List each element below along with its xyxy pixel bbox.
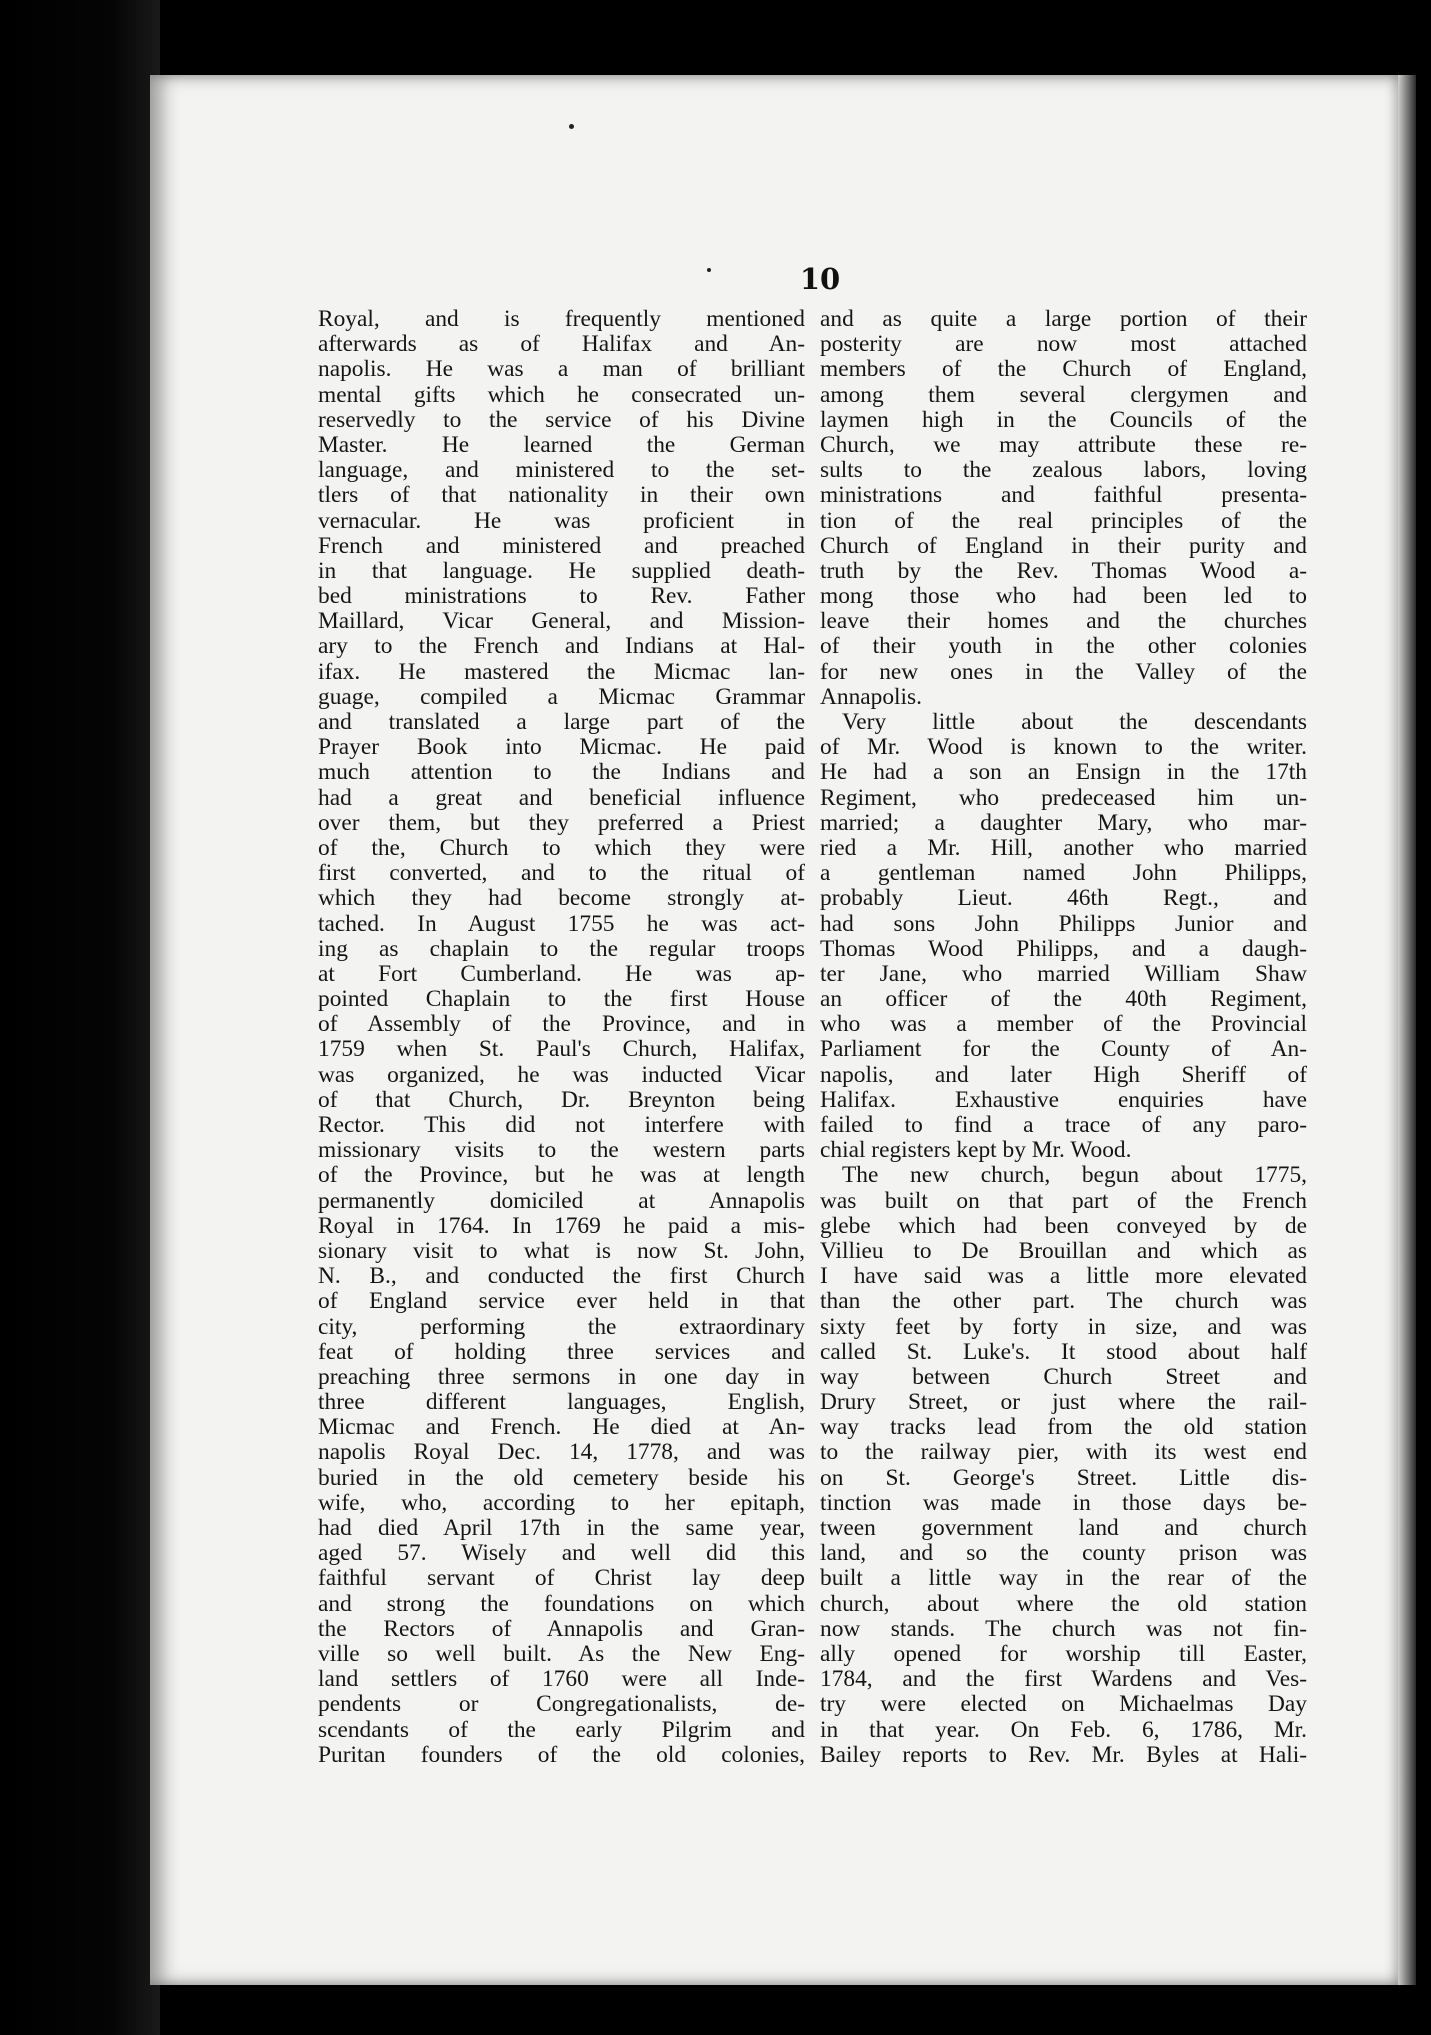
text-line: scendants of the early Pilgrim and [318,1717,805,1743]
text-line: of Assembly of the Province, and in [318,1012,805,1038]
text-line: and strong the foundations on which [318,1591,805,1617]
text-line: leave their homes and the churches [820,609,1307,635]
text-line: Prayer Book into Micmac. He paid [318,735,805,761]
text-line: ville so well built. As the New Eng- [318,1641,805,1667]
text-line: ary to the French and Indians at Hal- [318,634,805,660]
text-line: Villieu to De Brouillan and which as [820,1238,1307,1264]
text-line: ter Jane, who married William Shaw [820,961,1307,987]
text-line: tinction was made in those days be- [820,1490,1307,1516]
text-line: of England service ever held in that [318,1289,805,1315]
text-line: Rector. This did not interfere with [318,1113,805,1138]
text-line: ally opened for worship till Easter, [820,1641,1307,1667]
text-line: vernacular. He was proficient in [318,508,805,534]
text-line: married; a daughter Mary, who mar- [820,810,1307,836]
text-line: Church of England in their purity and [820,533,1307,559]
text-line: pointed Chaplain to the first House [318,987,805,1013]
text-line: ministrations and faithful presenta- [820,483,1307,509]
text-line: Very little about the descendants [842,710,1307,735]
text-line: chial registers kept by Mr. Wood. [820,1138,1132,1164]
text-line: which they had become strongly at- [318,886,805,912]
text-line: of the Province, but he was at length [318,1163,805,1189]
text-line: wife, who, according to her epitaph, [318,1490,805,1516]
text-line: feat of holding three services and [318,1339,805,1365]
text-line: than the other part. The church was [820,1289,1307,1315]
text-line: way between Church Street and [820,1364,1307,1390]
text-line: Annapolis. [820,684,923,710]
text-line: permanently domiciled at Annapolis [318,1188,805,1214]
text-line: way tracks lead from the old station [820,1415,1307,1441]
text-line: French and ministered and preached [318,533,805,559]
text-line: sixty feet by forty in size, and was [820,1314,1307,1340]
text-line: mental gifts which he consecrated un- [318,382,805,408]
text-line: glebe which had been conveyed by de [820,1213,1307,1239]
text-line: now stands. The church was not fin- [820,1616,1307,1642]
text-line: bed ministrations to Rev. Father [318,584,805,610]
text-line: Royal, and is frequently mentioned [318,307,805,332]
text-line: afterwards as of Halifax and An- [318,332,805,358]
text-line: ried a Mr. Hill, another who married [820,835,1307,861]
text-line: at Fort Cumberland. He was ap- [318,961,805,987]
text-line: Church, we may attribute these re- [820,432,1307,458]
text-line: and as quite a large portion of their [820,307,1307,332]
text-line: to the railway pier, with its west end [820,1440,1307,1466]
text-line: Regiment, who predeceased him un- [820,785,1307,811]
text-line: Puritan founders of the old colonies, [318,1742,805,1768]
right-column [820,307,1307,1827]
text-line: 1759 when St. Paul's Church, Halifax, [318,1037,805,1063]
text-line: The new church, begun about 1775, [842,1163,1307,1189]
text-line: first converted, and to the ritual of [318,861,805,887]
page-edge [1398,75,1416,1985]
text-line: three different languages, English, [318,1390,805,1416]
text-line: for new ones in the Valley of the [820,659,1307,685]
text-line: land, and so the county prison was [820,1541,1307,1567]
text-line: Micmac and French. He died at An- [318,1415,805,1441]
ink-speck [707,268,711,272]
text-line: Thomas Wood Philipps, and a daugh- [820,936,1307,962]
text-line: napolis. He was a man of brilliant [318,357,805,383]
text-line: and translated a large part of the [318,710,805,735]
text-line: tween government land and church [820,1516,1307,1541]
text-line: over them, but they preferred a Priest [318,810,805,836]
left-column [318,307,805,1827]
text-line: tlers of that nationality in their own [318,483,805,509]
text-line: Parliament for the County of An- [820,1037,1307,1063]
text-line: I have said was a little more elevated [820,1264,1307,1290]
text-line: tached. In August 1755 he was act- [318,911,805,937]
page-number: 10 [799,262,841,296]
text-line: buried in the old cemetery beside his [318,1465,805,1491]
text-line: church, about where the old station [820,1591,1307,1617]
text-line: had died April 17th in the same year, [318,1516,805,1541]
text-line: on St. George's Street. Little dis- [820,1465,1307,1491]
text-line: had a great and beneficial influence [318,785,805,811]
text-line: of that Church, Dr. Breynton being [318,1087,805,1113]
text-line: had sons John Philipps Junior and [820,911,1307,937]
text-line: among them several clergymen and [820,382,1307,408]
text-line: ifax. He mastered the Micmac lan- [318,659,805,685]
text-line: try were elected on Michaelmas Day [820,1692,1307,1718]
text-line: language, and ministered to the set- [318,458,805,484]
text-line: posterity are now most attached [820,332,1307,358]
text-line: called St. Luke's. It stood about half [820,1339,1307,1365]
text-line: Bailey reports to Rev. Mr. Byles at Hali- [820,1742,1307,1768]
text-line: preaching three sermons in one day in [318,1364,805,1390]
text-line: mong those who had been led to [820,584,1307,610]
text-line: ing as chaplain to the regular troops [318,936,805,962]
text-line: Drury Street, or just where the rail- [820,1390,1307,1416]
text-line: who was a member of the Provincial [820,1012,1307,1038]
text-line: of their youth in the other colonies [820,634,1307,660]
text-line: probably Lieut. 46th Regt., and [820,886,1307,912]
text-line: in that year. On Feb. 6, 1786, Mr. [820,1717,1307,1743]
text-line: Maillard, Vicar General, and Mission- [318,609,805,635]
scan-background [0,0,160,2035]
text-line: failed to find a trace of any paro- [820,1113,1307,1138]
text-line: reservedly to the service of his Divine [318,407,805,433]
text-line: 1784, and the first Wardens and Ves- [820,1667,1307,1693]
text-line: sionary visit to what is now St. John, [318,1238,805,1264]
text-line: faithful servant of Christ lay deep [318,1566,805,1592]
text-line: aged 57. Wisely and well did this [318,1541,805,1567]
text-line: pendents or Congregationalists, de- [318,1692,805,1718]
text-line: missionary visits to the western parts [318,1138,805,1164]
text-line: was built on that part of the French [820,1188,1307,1214]
text-line: Master. He learned the German [318,432,805,458]
text-line: was organized, he was inducted Vicar [318,1062,805,1088]
text-line: tion of the real principles of the [820,508,1307,534]
text-line: Halifax. Exhaustive enquiries have [820,1087,1307,1113]
text-line: guage, compiled a Micmac Grammar [318,684,805,710]
text-line: an officer of the 40th Regiment, [820,987,1307,1013]
text-line: city, performing the extraordinary [318,1314,805,1340]
text-line: napolis, and later High Sheriff of [820,1062,1307,1088]
text-line: land settlers of 1760 were all Inde- [318,1667,805,1693]
text-line: the Rectors of Annapolis and Gran- [318,1616,805,1642]
text-line: sults to the zealous labors, loving [820,458,1307,484]
text-line: members of the Church of England, [820,357,1307,383]
text-line: in that language. He supplied death- [318,558,805,584]
text-line: of Mr. Wood is known to the writer. [820,735,1307,761]
text-line: laymen high in the Councils of the [820,407,1307,433]
text-line: a gentleman named John Philipps, [820,861,1307,887]
text-line: He had a son an Ensign in the 17th [820,760,1307,786]
text-line: of the, Church to which they were [318,835,805,861]
text-line: built a little way in the rear of the [820,1566,1307,1592]
text-line: napolis Royal Dec. 14, 1778, and was [318,1440,805,1466]
ink-speck [569,124,574,129]
text-line: Royal in 1764. In 1769 he paid a mis- [318,1213,805,1239]
text-line: N. B., and conducted the first Church [318,1264,805,1290]
text-line: much attention to the Indians and [318,760,805,786]
text-line: truth by the Rev. Thomas Wood a- [820,558,1307,584]
